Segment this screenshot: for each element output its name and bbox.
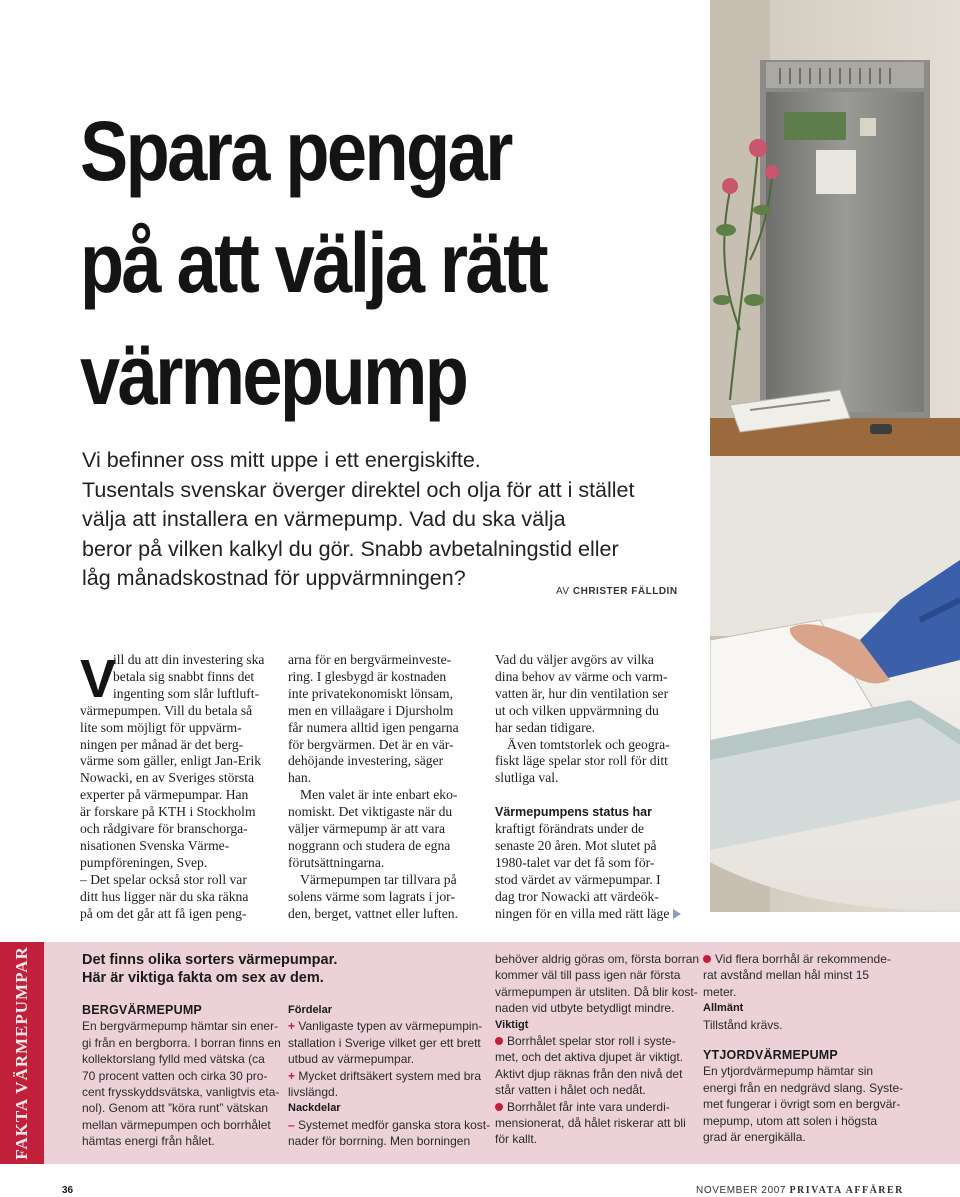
kitchen-photo [710,0,960,912]
fact-line [495,1099,699,1115]
ingress-line: låg månadskostnad för uppvärmningen? [82,566,466,590]
body-line: ingenting som slår luftluft- [113,685,260,701]
fact-line: behöver aldrig göras om, första borran [495,952,700,966]
fact-line [288,1018,490,1034]
bullet-dot-icon [495,1037,503,1045]
body-column-2 [288,652,474,923]
ingress-line: Tusentals svenskar överger direktel och olja för att i stället [82,477,635,502]
body-line: nomiskt. Det viktigaste när du [288,804,453,820]
fact-line: står vatten i hålet och nedåt. [495,1083,646,1098]
fact-line-text: Mycket driftsäkert system med bra [298,1068,482,1083]
byline-author: CHRISTER FÄLLDIN [572,586,678,597]
fact-box-heading-line: Det finns olika sorters värmepumpar. [82,952,338,968]
body-column-1 [80,649,266,923]
fact-line-text: Systemet medför ganska stora kost- [298,1117,491,1132]
body-line: pumpföreningen, Svep. [80,854,208,870]
body-line: men en villaägare i Djursholm [288,702,454,718]
body-line: – Det spelar också stor roll var [80,871,247,887]
body-line: den, berget, vattnet eller luften. [288,905,458,921]
fact-line [703,951,903,967]
body-line: ningen per månad är det berg- [80,736,244,752]
body-line: ill du att din investering ska [113,652,265,667]
body-line: ut och vilken uppvärmning du [495,702,659,718]
fact-line: för kallt. [495,1132,538,1147]
body-line: värme som gäller, enligt Jan-Erik [80,753,262,769]
fact-line: gi från en bergborra. I borran finns en [82,1035,281,1050]
body-line: fiskt läge spelar stor roll för ditt [495,753,668,769]
fact-line: grad är energikälla. [703,1130,806,1145]
fact-line: mensionerat, då hålet riskerar att bli [495,1116,686,1131]
body-line: värmepumpen. Vill du betala så [80,702,253,718]
byline [556,586,678,597]
fact-line [495,1033,699,1049]
body-line: nisationen Svenska Värme- [80,837,230,853]
body-line: senaste 20 åren. Mot slutet på [495,837,657,853]
fact-line: hämtas energi från hålet. [82,1134,215,1149]
plus-icon: + [288,1019,296,1034]
kitchen-photo-illustration [710,0,960,912]
body-line: och rådgivare för branschorga- [80,821,248,837]
fact-title-bergvarmepump: BERGVÄRMEPUMP [82,1003,202,1017]
fact-label-viktigt: Viktigt [495,1018,529,1031]
bullet-dot-icon [703,955,711,963]
fact-line: utbud av värmepumpar. [288,1052,415,1067]
body-line: Vad du väljer avgörs av vilka [495,652,654,667]
byline-prefix: AV [556,586,570,597]
fact-line: värmepumpen är utsliten. Då blir kost- [495,984,698,999]
footer-issue [696,1185,904,1196]
body-line: ditt hus ligger när du ska räkna [80,888,249,904]
body-line-text: ningen för en villa med rätt läge [495,905,670,921]
body-line: Nowacki, en av Sveriges största [80,770,255,786]
body-line: dag tror Nowacki att värdeök- [495,888,659,904]
body-line: ring. I glesbygd är kostnaden [288,668,447,684]
fact-line: En bergvärmepump hämtar sin ener- [82,1019,279,1034]
footer-date: NOVEMBER 2007 [696,1185,787,1196]
body-line: inte privatekonomiskt lönsam, [288,685,453,701]
body-line: dehöjande investering, säger [288,753,444,769]
body-line: Även tomtstorlek och geogra- [507,736,670,752]
fact-line: rat avstånd mellan hål minst 15 [703,968,870,983]
body-line-last [495,906,685,923]
headline-line-3: värmepump [80,328,467,422]
headline-line-1: Spara pengar [80,104,511,198]
headline [80,95,630,431]
body-line: har sedan tidigare. [495,719,596,735]
fact-line [288,1117,490,1133]
fact-line: energi från en nedgrävd slang. Syste- [703,1080,904,1095]
fact-box-side-bar [0,942,44,1164]
plus-icon: + [288,1068,296,1083]
fact-line: kollektorslang fylld med vätska (ca [82,1052,265,1067]
body-line: för bergvärmen. Det är en vär- [288,736,454,752]
fact-column-3 [495,951,699,1148]
body-line: noggrann och studera de egna [288,837,451,853]
body-line: han. [288,770,312,786]
ingress-line: beror på vilken kalkyl du gör. Snabb avbetalningstid eller [82,536,619,561]
body-line: förutsättningarna. [288,854,385,870]
fact-title-ytjordvarmepump: YTJORDVÄRMEPUMP [703,1048,838,1063]
body-line: kraftigt förändrats under de [495,821,645,837]
fact-line: Tillstånd krävs. [703,1017,783,1032]
fact-column-1 [82,1002,281,1150]
minus-icon: – [288,1117,295,1132]
fact-line: nol). Genom att ”köra runt” vätskan [82,1101,269,1116]
fact-line: met fungerar i övrigt som en bergvär- [703,1097,901,1112]
body-line: vatten är, hur din ventilation ser [495,685,669,701]
body-line: solens värme som lagrats i jor- [288,888,455,904]
body-line: dina behov av värme och varm- [495,668,668,684]
fact-line: mepump, utom att solen i högsta [703,1113,878,1128]
fact-line: stallation i Sverige vilket ger ett brett [288,1035,481,1050]
body-line: betala sig snabbt finns det [113,668,255,684]
fact-line [288,1068,490,1084]
fact-label-fordelar: Fördelar [288,1004,333,1016]
drop-cap: V [80,649,117,709]
body-line: lite som möjligt för uppvärm- [80,719,242,735]
fact-line: naden vid utbyte betydligt mindre. [495,1001,675,1016]
fact-box-heading-line: Här är viktiga fakta om sex av dem. [82,970,324,986]
body-line: stod värdet av värmepumpar. I [495,871,661,887]
fact-line: kommer väl till pass igen när första [495,968,681,983]
body-line: Men valet är inte enbart eko- [300,787,458,803]
footer-magazine: PRIVATA AFFÄRER [789,1185,904,1196]
fact-line: En ytjordvärmepump hämtar sin [703,1064,874,1079]
body-line: får numera alltid igen pengarna [288,719,459,735]
fact-line: 70 procent vatten och cirka 30 pro- [82,1068,268,1083]
fact-line: cent frysskyddsvätska, vanligtvis eta- [82,1085,280,1100]
fact-line: mellan värmepumpen och borrhålet [82,1117,271,1132]
fact-box-heading [82,951,337,987]
body-line: 1980-talet var det få som för- [495,854,655,870]
body-line: arna för en bergvärmeinveste- [288,652,452,667]
body-column-3 [495,652,685,922]
fact-line-text: Vanligaste typen av värmepumpin- [298,1019,483,1034]
fact-line: meter. [703,984,737,999]
fact-line-text: Borrhålet spelar stor roll i syste- [507,1034,676,1049]
fact-line: livslängd. [288,1085,339,1100]
headline-line-2: på att välja rätt [80,216,547,310]
body-line: slutliga val. [495,770,559,786]
fact-column-4 [703,951,903,1145]
body-line: på om det går att få igen peng- [80,905,247,921]
body-line: experter på värmepumpar. Han [80,787,249,803]
fact-line: Aktivt djup räknas från den nivå det [495,1066,683,1081]
body-line: väljer värmepump är att vara [288,821,446,837]
ingress [82,446,702,594]
continue-arrow-icon [673,909,681,919]
body-subhead: Värmepumpens status har [495,805,652,820]
fact-line: met, och det aktiva djupet är viktigt. [495,1050,684,1065]
fact-column-2 [288,1002,490,1150]
fact-line-text: Vid flera borrhål är rekommende- [715,952,891,966]
fact-label-allmant: Allmänt [703,1002,744,1015]
body-line: Värmepumpen tar tillvara på [300,871,457,887]
fact-box-side-label: FAKTA VÄRMEPUMPAR [12,946,31,1160]
body-line: är forskare på KTH i Stockholm [80,804,256,820]
fact-line: nader för borrning. Men borningen [288,1134,471,1149]
page-number: 36 [62,1185,74,1196]
ingress-line: välja att installera en värmepump. Vad du ska välja [82,507,566,531]
ingress-line: Vi befinner oss mitt uppe i ett energiskifte. [82,448,481,472]
fact-line-text: Borrhålet får inte vara underdi- [507,1099,670,1114]
bullet-dot-icon [495,1103,503,1111]
fact-label-nackdelar: Nackdelar [288,1102,341,1115]
